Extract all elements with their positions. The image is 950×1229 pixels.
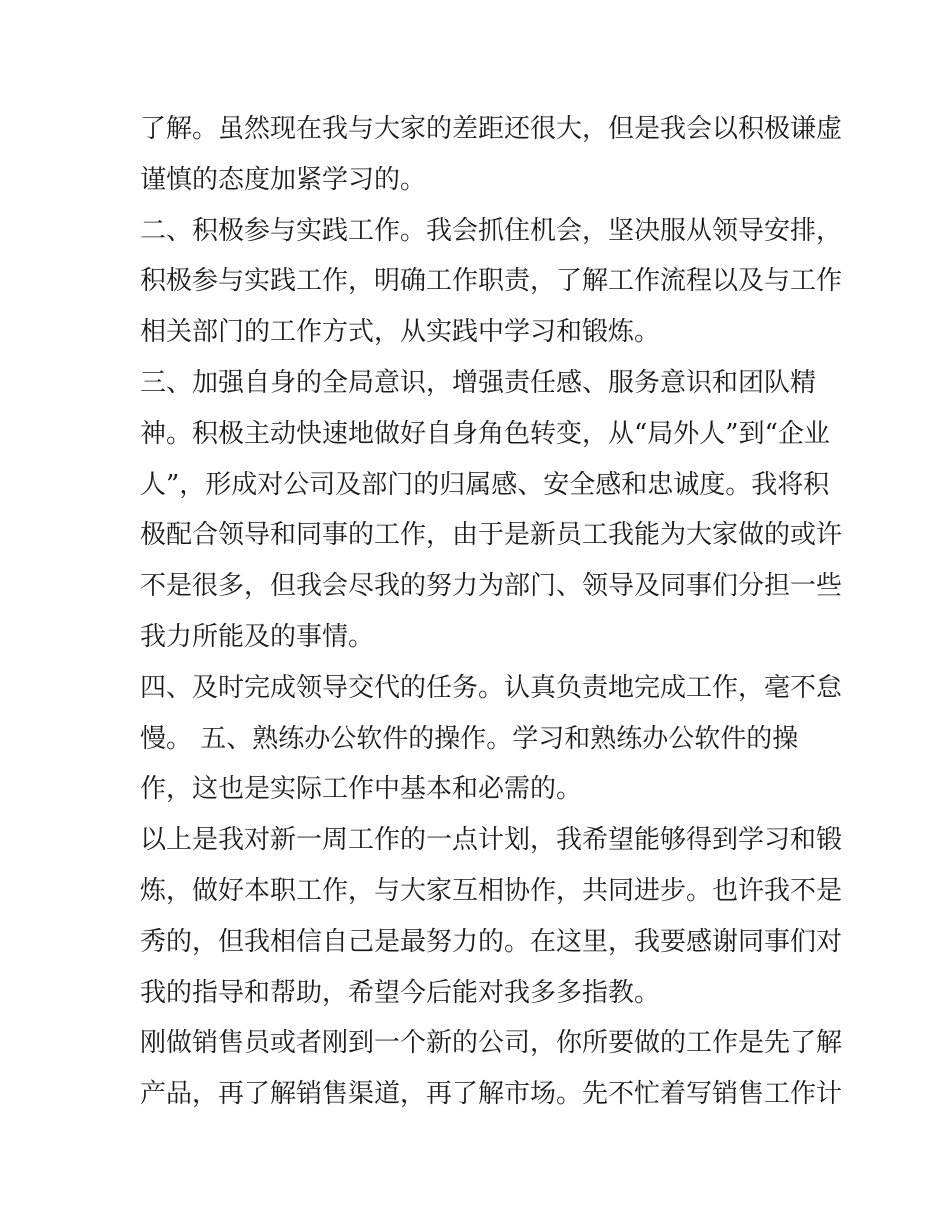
text-line: 炼，做好本职工作，与大家互相协作，共同进步。也许我不是 xyxy=(140,875,843,906)
text-line: 三、加强自身的全局意识，增强责任感、服务意识和团队精 xyxy=(140,367,817,398)
text-line: 我的指导和帮助，希望今后能对我多多指教。 xyxy=(140,977,661,1008)
text-line: 产品，再了解销售渠道，再了解市场。先不忙着写销售工作计 xyxy=(140,1079,843,1110)
text-line: 二、积极参与实践工作。我会抓住机会，坚决服从领导安排， xyxy=(140,215,843,246)
text-line: 刚做销售员或者刚到一个新的公司，你所要做的工作是先了解 xyxy=(140,1028,843,1059)
text-line: 不是很多，但我会尽我的努力为部门、领导及同事们分担一些 xyxy=(140,571,843,602)
text-line: 作，这也是实际工作中基本和必需的。 xyxy=(140,774,583,805)
document-body xyxy=(140,104,843,1120)
text-line: 秀的，但我相信自己是最努力的。在这里，我要感谢同事们对 xyxy=(140,926,843,957)
text-line: 了解。虽然现在我与大家的差距还很大，但是我会以积极谦虚 xyxy=(140,114,843,144)
text-line: 极配合领导和同事的工作，由于是新员工我能为大家做的或许 xyxy=(140,520,843,551)
text-line: 神。积极主动快速地做好自身角色转变，从“局外人”到“企业 xyxy=(140,418,830,449)
text-line: 四、及时完成领导交代的任务。认真负责地完成工作，毫不怠 xyxy=(140,672,843,703)
text-line: 积极参与实践工作，明确工作职责，了解工作流程以及与工作 xyxy=(140,266,843,297)
text-line: 谨慎的态度加紧学习的。 xyxy=(140,164,427,195)
text-line: 以上是我对新一周工作的一点计划，我希望能够得到学习和锻 xyxy=(140,825,843,856)
text-line: 相关部门的工作方式，从实践中学习和锻炼。 xyxy=(140,317,661,348)
text-line: 人”，形成对公司及部门的归属感、安全感和忠诚度。我将积 xyxy=(140,469,830,500)
text-line: 我力所能及的事情。 xyxy=(140,621,375,652)
text-line: 慢。 五、熟练办公软件的操作。学习和熟练办公软件的操 xyxy=(140,723,799,754)
